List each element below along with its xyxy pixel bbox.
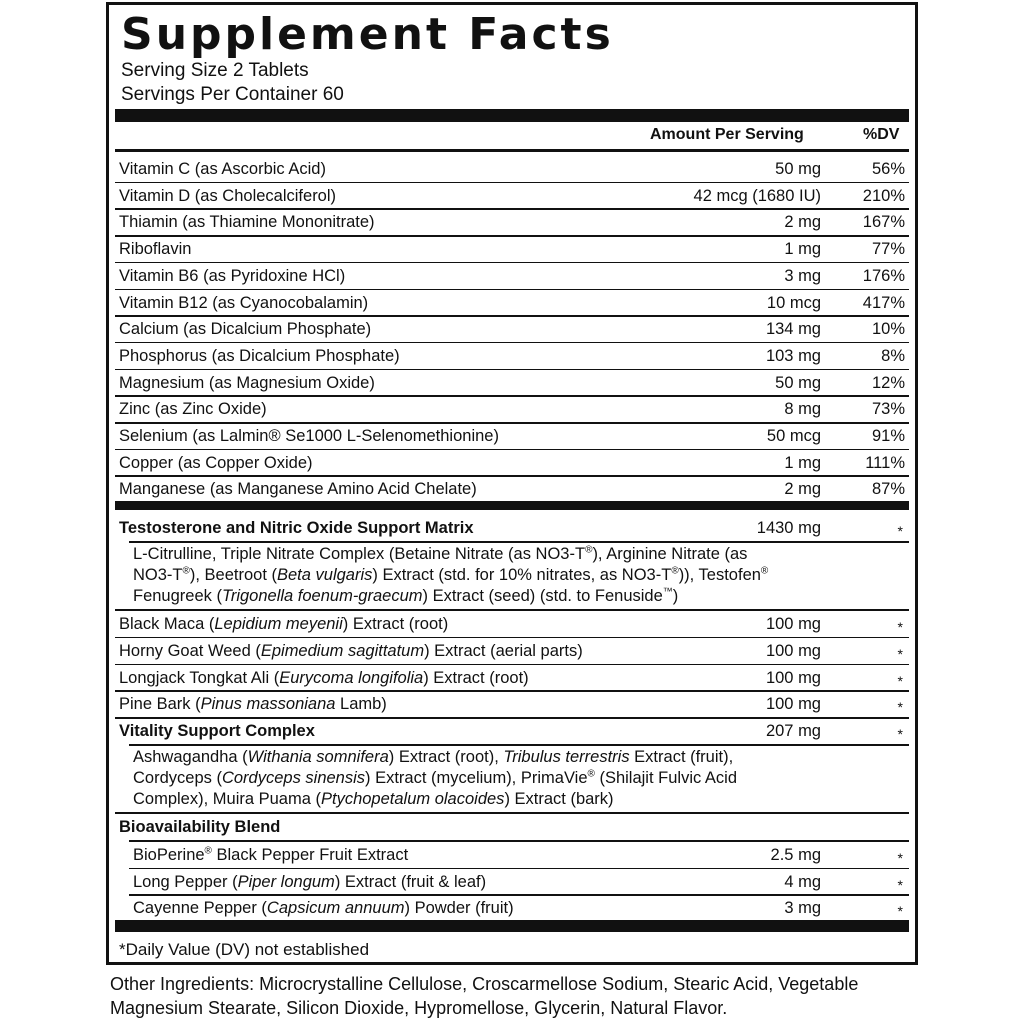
bioavailability-name: Bioavailability Blend [119, 818, 281, 836]
vitamin-row [115, 290, 909, 316]
vitamin-row [115, 476, 909, 502]
vitamin-row [115, 156, 909, 182]
vitamin-row [115, 450, 909, 476]
vitamin-row [115, 370, 909, 396]
vitality-description-part: Ptychopetalum olacoides [320, 790, 505, 808]
header-amount-per-serving: Amount Per Serving [650, 126, 804, 143]
bioavailability-name-part: ® [204, 845, 212, 857]
vitamin-amount: 2 mg [784, 480, 821, 499]
vitality-description-part: Cordyceps sinensis [221, 769, 366, 787]
matrix-amount: 1430 mg [756, 519, 821, 537]
bioavailability-item-dv: * [897, 850, 903, 866]
daily-value-footnote: *Daily Value (DV) not established [119, 940, 370, 959]
herb-name-part: Black Maca ( [119, 615, 215, 633]
matrix-description-part: Fenugreek ( [133, 587, 222, 605]
matrix-divider [129, 541, 909, 543]
vitamin-amount: 50 mg [775, 373, 821, 392]
herb-name-part: Longjack Tongkat Ali ( [119, 668, 280, 687]
vitamin-amount: 1 mg [784, 240, 821, 259]
vitality-description-part: ) Extract (root), [388, 748, 504, 766]
vitamin-dv: 167% [862, 213, 905, 232]
vitamin-dv: 91% [871, 427, 905, 445]
herb-amount: 100 mg [765, 641, 821, 660]
vitamin-dv: 12% [871, 373, 905, 392]
vitamin-dv: 87% [871, 480, 905, 499]
herb-dv: * [897, 699, 903, 716]
herb-name-part: Pine Bark ( [119, 695, 201, 714]
herb-name-part: Eurycoma longifolia [279, 668, 424, 687]
vitamin-dv: 77% [871, 240, 905, 259]
panel-title: Supplement Facts [121, 9, 614, 60]
bioavailability-item-name [133, 895, 514, 921]
matrix-description-part: Beta vulgaris [277, 566, 373, 584]
vitamin-name: Thiamin (as Thiamine Mononitrate) [119, 213, 375, 232]
bioavailability-item-row [115, 869, 909, 895]
serving-size: Serving Size 2 Tablets [121, 60, 309, 81]
bioavailability-name-part: BioPerine [133, 846, 205, 864]
vitamin-row [115, 183, 909, 209]
herb-dv: * [897, 672, 903, 689]
vitamin-row [115, 396, 909, 422]
herb-name [119, 665, 529, 691]
matrix-description-part: ® [182, 565, 190, 577]
herb-dv: * [897, 645, 903, 662]
matrix-row [115, 515, 909, 541]
vitamin-row [115, 343, 909, 369]
vitamin-amount: 50 mg [775, 160, 821, 178]
vitamin-name: Vitamin C (as Ascorbic Acid) [119, 160, 326, 178]
herb-amount: 100 mg [765, 668, 821, 687]
matrix-description-part: ® [585, 544, 593, 556]
vitamin-amount: 1 mg [784, 453, 821, 472]
herb-name [119, 611, 448, 637]
vitality-description-part: Ashwagandha ( [133, 748, 248, 766]
bioavailability-name-part: Long Pepper ( [133, 872, 238, 891]
vitality-name: Vitality Support Complex [119, 722, 315, 740]
bioavailability-name-part: Cayenne Pepper ( [133, 899, 267, 917]
herb-amount: 100 mg [765, 615, 821, 633]
matrix-description-part: ) [672, 587, 679, 605]
vitality-description [133, 747, 773, 810]
vitality-description-part: (Shilajit Fulvic Acid Complex), Muira Puama ( [133, 769, 738, 808]
vitality-divider [129, 744, 909, 746]
vitamin-amount: 42 mcg (1680 IU) [693, 186, 821, 205]
bioavailability-item-amount: 4 mg [784, 872, 821, 891]
matrix-description [133, 544, 773, 607]
vitamin-dv: 417% [862, 293, 905, 312]
vitamin-row [115, 263, 909, 289]
matrix-description-part: ) Extract (seed) (std. to Fenuside [422, 587, 663, 605]
vitality-dv: * [897, 726, 903, 742]
vitamin-name: Vitamin B6 (as Pyridoxine HCl) [119, 266, 346, 285]
vitamin-dv: 111% [865, 453, 905, 472]
vitamin-dv: 210% [862, 186, 905, 205]
vitamin-amount: 50 mcg [766, 427, 821, 445]
vitamin-name: Vitamin B12 (as Cyanocobalamin) [119, 293, 369, 312]
bioavailability-name-part: Piper longum [237, 872, 335, 891]
vitamin-name: Vitamin D (as Cholecalciferol) [119, 186, 337, 205]
header-divider [115, 149, 909, 152]
matrix-description-part: )), Testofen [678, 566, 761, 584]
thick-divider-vitamins [115, 501, 909, 510]
herb-name [119, 691, 387, 717]
vitamin-row [115, 236, 909, 262]
bioavailability-name-part: Black Pepper Fruit Extract [211, 846, 409, 864]
matrix-description-part: ® [760, 565, 769, 577]
bioavailability-item-dv: * [897, 903, 903, 919]
vitality-amount: 207 mg [765, 722, 821, 740]
vitamin-amount: 134 mg [765, 320, 821, 339]
vitamin-dv: 176% [862, 266, 905, 285]
vitamin-amount: 103 mg [765, 346, 821, 365]
matrix-description-part: ® [671, 565, 679, 577]
vitamin-row [115, 423, 909, 449]
herb-name-part: Lamb) [335, 695, 387, 714]
vitamin-name: Zinc (as Zinc Oxide) [119, 400, 267, 419]
vitality-description-part: ) Extract (bark) [504, 790, 614, 808]
herb-name-part: Horny Goat Weed ( [119, 641, 261, 660]
vitamin-row [115, 209, 909, 235]
bioavailability-name-part: ) Extract (fruit & leaf) [334, 872, 487, 891]
vitality-row [115, 718, 909, 744]
herb-name-part: Epimedium sagittatum [260, 641, 425, 660]
bioavailability-item-amount: 3 mg [784, 899, 821, 917]
vitamin-amount: 2 mg [784, 213, 821, 232]
matrix-dv: * [897, 523, 903, 539]
vitamin-name: Calcium (as Dicalcium Phosphate) [119, 320, 372, 339]
other-ingredients: Other Ingredients: Microcrystalline Cellulose, Croscarmellose Sodium, Stearic Acid, Vegetable Magnesium Stearate, Silicon Dioxide, Hypromellose, Glycerin, Natural Flavor. [110, 974, 859, 1018]
matrix-description-part: Trigonella foenum-graecum [221, 587, 423, 605]
thick-divider-bottom [115, 920, 909, 932]
bioavailability-item-amount: 2.5 mg [770, 846, 821, 864]
bioavailability-row [115, 814, 909, 840]
thick-divider-top [115, 109, 909, 122]
supplement-facts-panel [106, 2, 918, 965]
vitality-description-part: Tribulus terrestris [503, 748, 630, 766]
vitamin-name: Copper (as Copper Oxide) [119, 453, 313, 472]
header-daily-value: %DV [863, 126, 900, 143]
herb-name-part: ) Extract (root) [342, 615, 449, 633]
vitamin-name: Manganese (as Manganese Amino Acid Chelate) [119, 480, 477, 499]
vitality-description-part: Withania somnifera [247, 748, 389, 766]
bioavailability-item-row [115, 842, 909, 868]
vitamin-name: Phosphorus (as Dicalcium Phosphate) [119, 346, 400, 365]
bioavailability-item-name [133, 842, 408, 868]
vitality-description-part: Extract (fruit), Cordyceps ( [133, 748, 734, 787]
servings-per-container: Servings Per Container 60 [121, 84, 344, 105]
vitamin-dv: 10% [871, 320, 905, 339]
matrix-description-part: L-Citrulline, Triple Nitrate Complex (Betaine Nitrate (as NO3-T [133, 545, 586, 563]
bioavailability-item-dv: * [897, 876, 903, 893]
vitamin-amount: 8 mg [784, 400, 821, 419]
vitamin-name: Magnesium (as Magnesium Oxide) [119, 373, 375, 392]
vitamin-amount: 10 mcg [766, 293, 821, 312]
vitamin-name: Selenium (as Lalmin® Se1000 L-Selenomethionine) [119, 427, 499, 445]
herb-name-part: ) Extract (aerial parts) [424, 641, 583, 660]
bioavailability-item-row [115, 895, 909, 921]
vitamin-amount: 3 mg [784, 266, 821, 285]
herb-row [115, 611, 909, 637]
herb-row [115, 691, 909, 717]
bioavailability-name-part: Capsicum annuum [266, 899, 405, 917]
matrix-description-part: ™ [662, 586, 673, 598]
vitamin-name: Riboflavin [119, 240, 192, 259]
herb-row [115, 638, 909, 664]
vitamin-dv: 56% [871, 160, 905, 178]
vitality-description-part: ) Extract (mycelium), PrimaVie [365, 769, 588, 787]
herb-dv: * [897, 619, 903, 635]
vitamin-dv: 73% [871, 400, 905, 419]
matrix-description-part: ), Arginine Nitrate (as NO3-T [133, 545, 748, 584]
matrix-name: Testosterone and Nitric Oxide Support Matrix [119, 519, 474, 537]
bioavailability-name-part: ) Powder (fruit) [404, 899, 514, 917]
herb-name [119, 638, 583, 664]
herb-name-part: Lepidium meyenii [214, 615, 343, 633]
herb-name-part: ) Extract (root) [423, 668, 529, 687]
herb-row [115, 665, 909, 691]
vitamin-row [115, 316, 909, 342]
matrix-description-part: ), Beetroot ( [189, 566, 277, 584]
herb-name-part: Pinus massoniana [200, 695, 336, 714]
vitality-description-part: ® [587, 768, 595, 780]
bioavailability-item-name [133, 869, 486, 895]
vitamin-dv: 8% [881, 346, 905, 365]
herb-amount: 100 mg [765, 695, 821, 714]
matrix-description-part: ) Extract (std. for 10% nitrates, as NO3-T [372, 566, 672, 584]
